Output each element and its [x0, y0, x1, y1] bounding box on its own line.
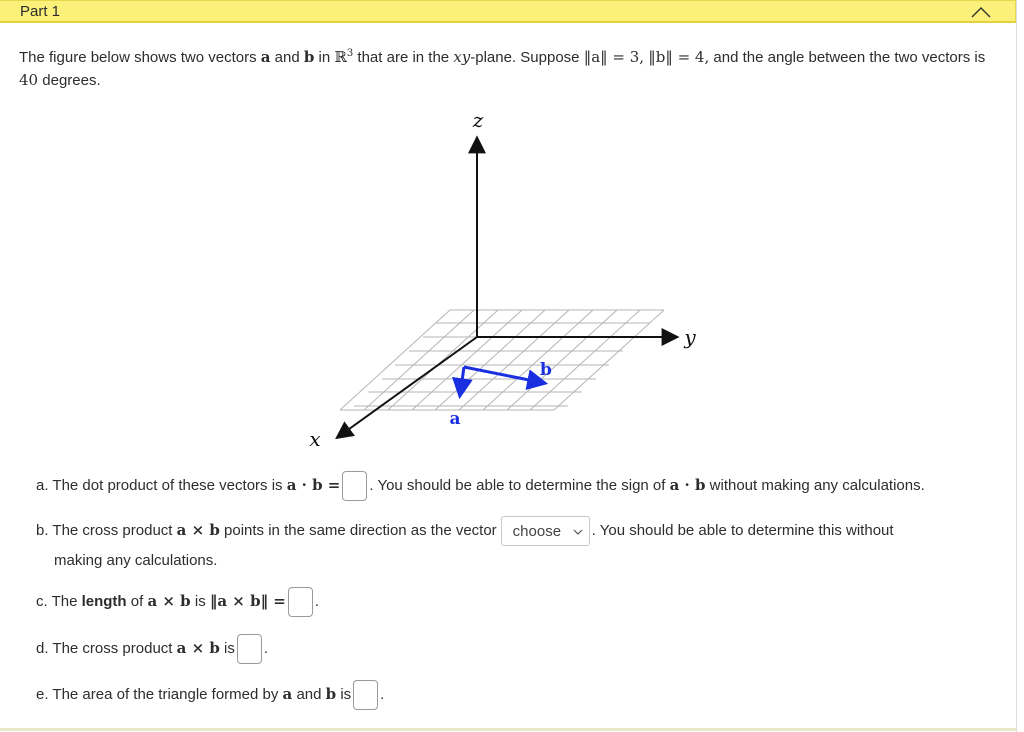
cross-product-input[interactable]	[237, 634, 262, 664]
z-axis-label: z	[472, 108, 484, 132]
grid-line	[507, 310, 617, 410]
part-title: Part 1	[20, 3, 61, 20]
panel-bottom-border	[0, 728, 1016, 731]
grid-line	[554, 310, 664, 410]
grid-line	[364, 310, 474, 410]
direction-select-value: choose	[512, 523, 562, 541]
question-c: c. The length of a × b is ‖a × b‖ = .	[36, 587, 319, 617]
chevron-up-icon[interactable]	[969, 4, 993, 20]
part-header[interactable]	[0, 0, 1016, 23]
triangle-area-input[interactable]	[353, 680, 378, 710]
question-d: d. The cross product a × b is .	[36, 634, 268, 664]
dot-product-answer-input[interactable]	[342, 471, 367, 501]
grid-line	[483, 310, 593, 410]
grid-line	[459, 310, 569, 410]
x-axis-label: x	[309, 427, 321, 451]
grid-line	[412, 310, 522, 410]
xy-grid	[340, 310, 664, 410]
vector-a	[460, 367, 464, 395]
grid-line	[435, 310, 545, 410]
grid-line	[388, 310, 498, 410]
y-axis-label: y	[684, 325, 696, 349]
question-a: a. The dot product of these vectors is a · b = . You should be able to determine the sign of a · b without making any calculations.	[36, 471, 925, 501]
problem-statement: The figure below shows two vectors a and b in ℝ$^3$ that are in the xy-plane. Suppose ‖a‖ = 3, ‖b‖ = 4, and the angle between the two vectors is 40 degrees.	[19, 48, 986, 89]
direction-select[interactable]	[501, 516, 590, 546]
chevron-down-icon	[573, 529, 583, 536]
question-e: e. The area of the triangle formed by a and b is .	[36, 680, 384, 710]
question-b: b. The cross product a × b points in the same direction as the vector choose . You should be able to determine this without making any calculations.	[36, 516, 996, 575]
panel-border	[1016, 0, 1017, 732]
vector-figure	[298, 103, 715, 455]
vector-a-label: a	[449, 409, 461, 429]
vector-diagram	[298, 103, 715, 455]
cross-product-length-input[interactable]	[288, 587, 313, 617]
vector-b-label: b	[540, 360, 552, 380]
